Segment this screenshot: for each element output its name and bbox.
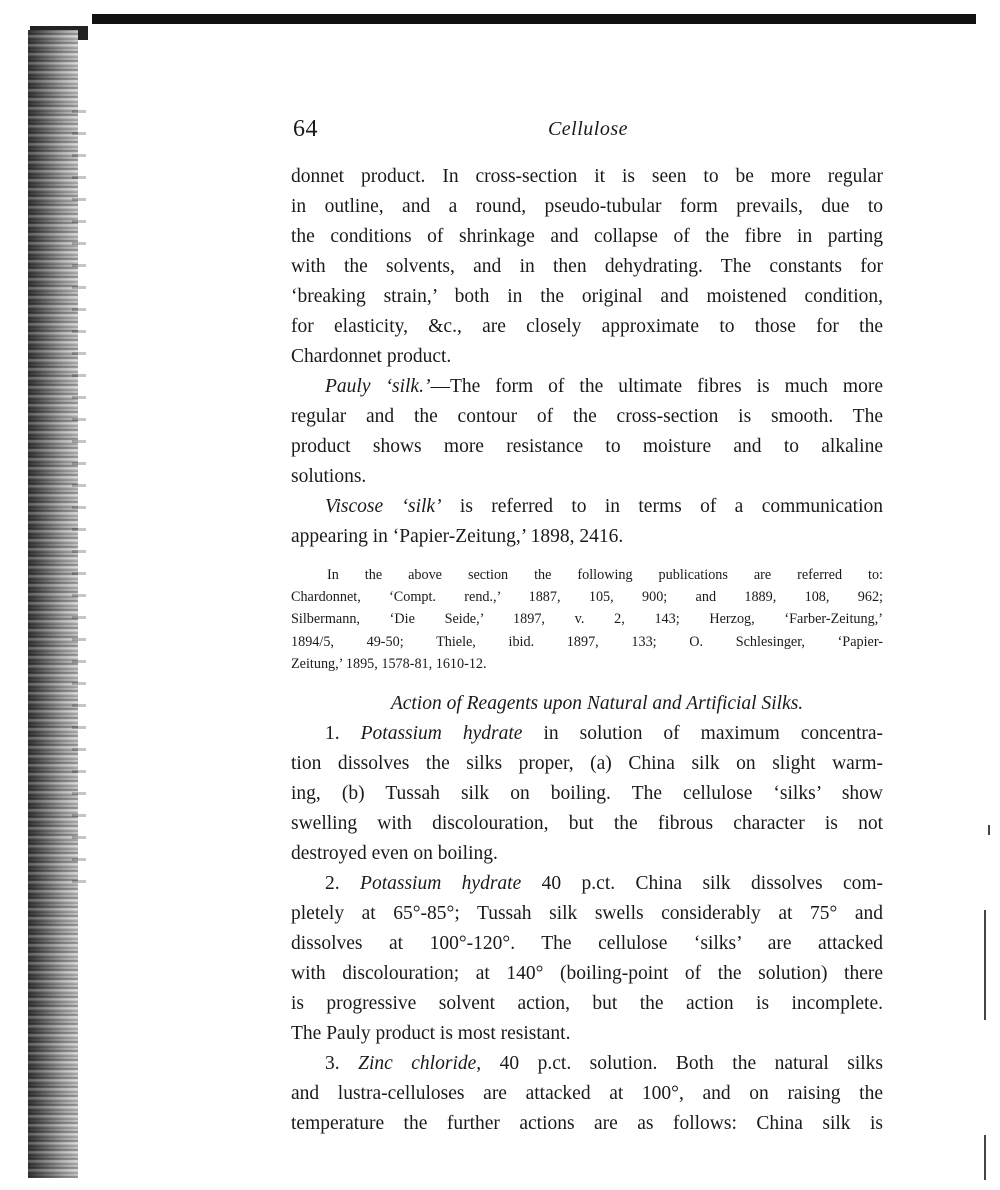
- text-line: [291, 1049, 883, 1079]
- page-body: [291, 162, 883, 1139]
- item-lead: Potassium hydrate: [360, 872, 522, 894]
- text-line: is progressive solvent action, but the action is incomplete.: [291, 992, 883, 1014]
- text-line: swelling with discolouration, but the fibrous character is not: [291, 812, 883, 834]
- note-line: Silbermann, ‘Die Seide,’ 1897, v. 2, 143; Herzog, ‘Farber-Zeitung,’: [291, 611, 883, 628]
- text-line: [291, 869, 883, 899]
- text-line: regular and the contour of the cross-section is smooth. The: [291, 406, 883, 427]
- text-line: for elasticity, &c., are closely approximate to those for the: [291, 316, 883, 337]
- text-line: with the solvents, and in then dehydrating. The constants for: [291, 256, 883, 277]
- paragraph-lead: Pauly ‘silk.’: [325, 376, 431, 397]
- page-number: 64: [293, 116, 318, 142]
- item-lead: Potassium hydrate: [360, 722, 523, 744]
- text-line: ing, (b) Tussah silk on boiling. The cellulose ‘silks’ show: [291, 782, 883, 804]
- text-line: [291, 372, 883, 402]
- references-note: [291, 564, 883, 675]
- item-number: 3.: [325, 1052, 340, 1074]
- binding-texture: [72, 110, 86, 890]
- book-binding-shadow: [28, 30, 78, 1178]
- item-number: 2.: [325, 872, 340, 894]
- text-line: temperature the further actions are as follows: China silk is: [291, 1112, 883, 1134]
- paragraph-lead: Viscose ‘silk’: [325, 496, 442, 517]
- text-line: tion dissolves the silks proper, (a) China silk on slight warm-: [291, 752, 883, 774]
- text-line: and lustra-celluloses are attacked at 100°, and on raising the: [291, 1082, 883, 1104]
- text-span: in solution of maximum concentra-: [522, 722, 884, 744]
- section-heading: Action of Reagents upon Natural and Artificial Silks.: [390, 692, 804, 714]
- text-line: the conditions of shrinkage and collapse of the fibre in parting: [291, 226, 883, 247]
- running-title: Cellulose: [547, 118, 629, 140]
- text-line: dissolves at 100°-120°. The cellulose ‘silks’ are attacked: [291, 932, 883, 954]
- text-line: donnet product. In cross-section it is seen to be more regular: [291, 166, 883, 187]
- text-span: —The form of the ultimate fibres is much more: [430, 376, 883, 397]
- text-line: with discolouration; at 140° (boiling-point of the solution) there: [291, 962, 883, 984]
- text-line: The Pauly product is most resistant.: [291, 1022, 571, 1044]
- paragraph-pauly-silk: [291, 372, 883, 492]
- text-line: product shows more resistance to moisture and to alkaline: [291, 436, 883, 457]
- text-span: 40 p.ct. China silk dissolves com-: [521, 872, 884, 894]
- numbered-item: [291, 869, 883, 1049]
- text-span: is referred to in terms of a communication: [441, 496, 883, 517]
- text-line: [291, 719, 883, 749]
- text-line: destroyed even on boiling.: [291, 842, 498, 864]
- note-line: Zeitung,’ 1895, 1578-81, 1610-12.: [291, 655, 487, 672]
- paragraph-viscose-silk: [291, 492, 883, 552]
- right-edge-mark: [988, 825, 990, 835]
- item-lead: Zinc chloride,: [358, 1052, 482, 1074]
- text-line: appearing in ‘Papier-Zeitung,’ 1898, 2416.: [291, 526, 624, 547]
- text-span: 40 p.ct. solution. Both the natural silks: [481, 1052, 883, 1074]
- text-line: ‘breaking strain,’ both in the original and moistened condition,: [291, 286, 883, 307]
- top-rule: [92, 14, 976, 24]
- note-line: 1894/5, 49-50; Thiele, ibid. 1897, 133; O. Schlesinger, ‘Papier-: [291, 633, 883, 650]
- text-line: solutions.: [291, 466, 367, 487]
- paragraph: [291, 162, 883, 372]
- text-line: [291, 492, 883, 522]
- text-line: in outline, and a round, pseudo-tubular form prevails, due to: [291, 196, 883, 217]
- numbered-item: [291, 719, 883, 869]
- page-header: [293, 116, 883, 146]
- text-line: Chardonnet product.: [291, 346, 452, 367]
- right-edge-mark: [984, 1135, 986, 1180]
- note-line: In the above section the following publications are referred to:: [327, 567, 883, 583]
- right-edge-mark: [984, 910, 986, 1020]
- numbered-item: [291, 1049, 883, 1139]
- note-line: Chardonnet, ‘Compt. rend.,’ 1887, 105, 900; and 1889, 108, 962;: [291, 589, 883, 606]
- text-line: pletely at 65°-85°; Tussah silk swells considerably at 75° and: [291, 902, 883, 924]
- item-number: 1.: [325, 722, 340, 744]
